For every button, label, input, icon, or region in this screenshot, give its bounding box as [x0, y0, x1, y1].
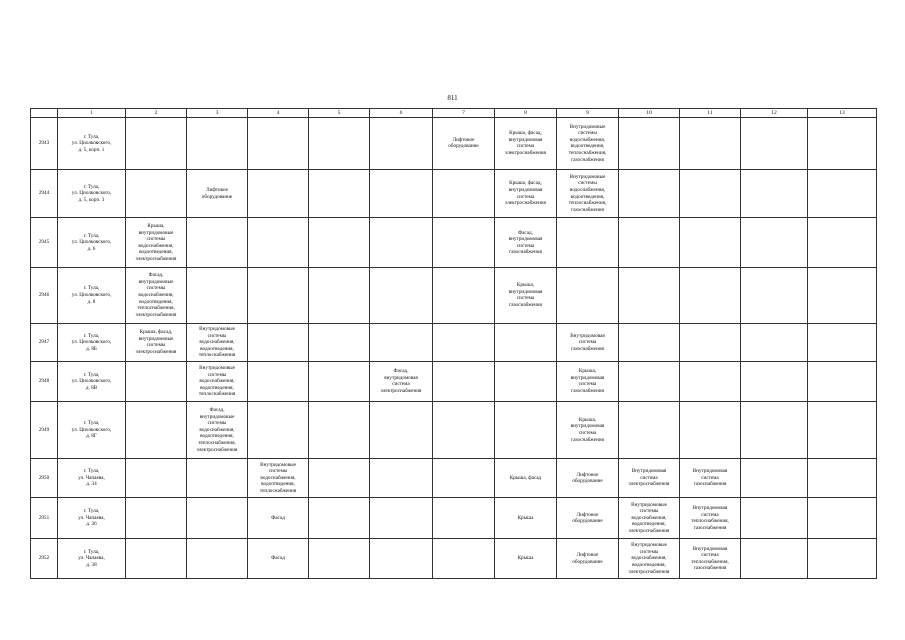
- table-cell: [309, 268, 370, 324]
- table-cell: [433, 169, 495, 218]
- table-cell: [619, 362, 680, 402]
- table-cell: [433, 459, 495, 497]
- table-cell: Внутридомовые системы водоснабжения, водоотведения, теплоснабжения, газоснабжения: [557, 169, 619, 218]
- table-cell: [433, 401, 495, 459]
- row-number: 2950: [31, 459, 58, 497]
- column-header: 10: [619, 109, 680, 118]
- table-cell: [619, 323, 680, 361]
- address-cell: г. Тула, ул. Циолковского, д. 6: [58, 218, 126, 268]
- table-cell: Лифтовое оборудование: [557, 459, 619, 497]
- table-cell: Внутридомовая система теплоснабжения, газоснабжения: [680, 539, 741, 579]
- column-header: 1: [58, 109, 126, 118]
- table-cell: [126, 169, 187, 218]
- row-number: 2948: [31, 362, 58, 402]
- column-header: 5: [309, 109, 370, 118]
- table-cell: Внутридомовая система электроснабжения: [619, 459, 680, 497]
- table-cell: [680, 218, 741, 268]
- address-cell: г. Тула, ул. Циолковского, д. 8: [58, 268, 126, 324]
- table-cell: Крыша, фасад, внутридомовая система электроснабжения: [495, 118, 557, 170]
- table-cell: [741, 401, 808, 459]
- table-cell: [309, 539, 370, 579]
- table-cell: [370, 218, 433, 268]
- table-cell: [741, 268, 808, 324]
- table-cell: [187, 497, 248, 539]
- address-cell: г. Тула, ул. Циолковского, д. 5, корп. 1: [58, 118, 126, 170]
- table-cell: [433, 497, 495, 539]
- row-number: 2945: [31, 218, 58, 268]
- table-cell: [495, 362, 557, 402]
- table-cell: Фасад, внутридомовая система электроснабжения: [370, 362, 433, 402]
- table-cell: [680, 401, 741, 459]
- table-cell: Фасад: [248, 497, 309, 539]
- table-cell: Внутридомовая система газоснабжения: [557, 323, 619, 361]
- table-cell: [248, 169, 309, 218]
- table-cell: [187, 118, 248, 170]
- address-cell: г. Тула, ул. Чапаева, д. 36: [58, 497, 126, 539]
- table-cell: [619, 268, 680, 324]
- column-header: 2: [126, 109, 187, 118]
- table-cell: [808, 169, 877, 218]
- table-row: [31, 218, 877, 268]
- address-cell: г. Тула, ул. Циолковского, д. 8В: [58, 362, 126, 402]
- table-cell: [680, 268, 741, 324]
- table-cell: [557, 218, 619, 268]
- table-cell: [741, 362, 808, 402]
- table-cell: Фасад: [248, 539, 309, 579]
- table-header-row: [31, 109, 877, 118]
- row-number: 2943: [31, 118, 58, 170]
- table-cell: [741, 497, 808, 539]
- table-cell: Внутридомовые системы водоснабжения, водоотведения, электроснабжения: [619, 497, 680, 539]
- table-cell: [370, 401, 433, 459]
- table-cell: [370, 268, 433, 324]
- table-cell: [741, 539, 808, 579]
- table-cell: Крыша, внутридомовые системы водоснабжения, водоотведения, электроснабжения: [126, 218, 187, 268]
- table-cell: [680, 169, 741, 218]
- table-cell: [126, 459, 187, 497]
- table-cell: [741, 323, 808, 361]
- table-cell: [741, 118, 808, 170]
- row-number: 2949: [31, 401, 58, 459]
- address-cell: г. Тула, ул. Чапаева, д. 38: [58, 539, 126, 579]
- table-row: [31, 401, 877, 459]
- column-header: 12: [741, 109, 808, 118]
- row-number: 2951: [31, 497, 58, 539]
- table-cell: [248, 118, 309, 170]
- address-cell: г. Тула, ул. Циолковского, д. 8Г: [58, 401, 126, 459]
- table-cell: [126, 362, 187, 402]
- table-cell: [808, 459, 877, 497]
- table-cell: [433, 362, 495, 402]
- page-number: 811: [447, 94, 458, 102]
- table-cell: [808, 118, 877, 170]
- table-cell: [557, 268, 619, 324]
- table-row: [31, 268, 877, 324]
- table-cell: [248, 323, 309, 361]
- table-cell: [309, 218, 370, 268]
- table-cell: [187, 268, 248, 324]
- table-cell: [187, 459, 248, 497]
- row-number: 2946: [31, 268, 58, 324]
- table-cell: [248, 362, 309, 402]
- table-cell: Внутридомовая система теплоснабжения, газоснабжения: [680, 497, 741, 539]
- table-cell: [808, 268, 877, 324]
- table-row: [31, 539, 877, 579]
- table-cell: [370, 118, 433, 170]
- table-cell: [808, 497, 877, 539]
- table-cell: [126, 497, 187, 539]
- table-cell: [741, 459, 808, 497]
- table-cell: [370, 169, 433, 218]
- table-cell: Фасад, внутридомовые системы водоснабжения, водоотведения, теплоснабжения, электроснабжения: [126, 268, 187, 324]
- table-cell: [126, 539, 187, 579]
- table-cell: Лифтовое оборудование: [433, 118, 495, 170]
- address-cell: г. Тула, ул. Циолковского, д. 8Б: [58, 323, 126, 361]
- repair-schedule-table: [30, 108, 877, 579]
- column-header: 9: [557, 109, 619, 118]
- table-cell: [680, 118, 741, 170]
- table-cell: [309, 323, 370, 361]
- table-cell: [433, 323, 495, 361]
- table-cell: [619, 218, 680, 268]
- table-cell: [309, 118, 370, 170]
- table-cell: Крыша: [495, 539, 557, 579]
- table-row: [31, 362, 877, 402]
- table-row: [31, 497, 877, 539]
- table-cell: [808, 323, 877, 361]
- table-cell: Крыша: [495, 497, 557, 539]
- column-header: 6: [370, 109, 433, 118]
- row-number: 2944: [31, 169, 58, 218]
- table-cell: Фасад, внутридомовая система газоснабжения: [495, 218, 557, 268]
- table-cell: Лифтовое оборудование: [187, 169, 248, 218]
- table-cell: Фасад, внутридомовые системы водоснабжения, водоотведения, теплоснабжения, электроснабжения: [187, 401, 248, 459]
- table-cell: [187, 218, 248, 268]
- table-cell: [309, 401, 370, 459]
- column-header: 8: [495, 109, 557, 118]
- table-row: [31, 169, 877, 218]
- column-header: 11: [680, 109, 741, 118]
- table-cell: [370, 323, 433, 361]
- row-number: 2952: [31, 539, 58, 579]
- table-cell: [619, 401, 680, 459]
- address-cell: г. Тула, ул. Циолковского, д. 5, корп. 3: [58, 169, 126, 218]
- table-cell: [248, 218, 309, 268]
- table-cell: [619, 118, 680, 170]
- table-row: [31, 118, 877, 170]
- table-cell: [741, 218, 808, 268]
- address-cell: г. Тула, ул. Чапаева, д. 34: [58, 459, 126, 497]
- table-cell: [248, 401, 309, 459]
- column-header: 7: [433, 109, 495, 118]
- table-cell: [309, 169, 370, 218]
- table-cell: Крыша, фасад: [495, 459, 557, 497]
- table-cell: Лифтовое оборудование: [557, 497, 619, 539]
- table-cell: [680, 362, 741, 402]
- table-row: [31, 323, 877, 361]
- table-cell: Крыша, внутридомовая система газоснабжения: [557, 401, 619, 459]
- column-header: 13: [808, 109, 877, 118]
- table-cell: [309, 497, 370, 539]
- table-cell: Крыша, фасад, внутридомовая система электроснабжения: [495, 169, 557, 218]
- table-cell: [495, 323, 557, 361]
- table-cell: [808, 218, 877, 268]
- table-cell: [370, 459, 433, 497]
- table-cell: [187, 539, 248, 579]
- table-cell: [126, 401, 187, 459]
- table-cell: [808, 401, 877, 459]
- table-cell: [433, 268, 495, 324]
- row-number: 2947: [31, 323, 58, 361]
- table-cell: [370, 497, 433, 539]
- table-cell: [248, 268, 309, 324]
- table-cell: [808, 362, 877, 402]
- table-cell: Внутридомовые системы водоснабжения, водоотведения, электроснабжения: [619, 539, 680, 579]
- table-cell: [808, 539, 877, 579]
- table-cell: Крыша, фасад, внутридомовые системы электроснабжения: [126, 323, 187, 361]
- table-cell: Лифтовое оборудование: [557, 539, 619, 579]
- table-cell: Внутридомовые системы водоснабжения, водоотведения, теплоснабжения: [187, 323, 248, 361]
- table-cell: Внутридомовые системы водоснабжения, водоотведения, теплоснабжения, газоснабжения: [557, 118, 619, 170]
- table-cell: Крыша, внутридомовая система газоснабжения: [495, 268, 557, 324]
- table-cell: Внутридомовые системы водоснабжения, водоотведения, теплоснабжения: [187, 362, 248, 402]
- table-cell: [309, 362, 370, 402]
- table-cell: [433, 218, 495, 268]
- column-header: 4: [248, 109, 309, 118]
- table-cell: [126, 118, 187, 170]
- table-cell: Крыша, внутридомовая система газоснабжения: [557, 362, 619, 402]
- table-cell: [680, 323, 741, 361]
- table-cell: [741, 169, 808, 218]
- table-cell: [309, 459, 370, 497]
- table-row: [31, 459, 877, 497]
- table-cell: Внутридомовая система газоснабжения: [680, 459, 741, 497]
- table-cell: [370, 539, 433, 579]
- table-cell: [433, 539, 495, 579]
- table-cell: Внутридомовые системы водоснабжения, водоотведения, теплоснабжения: [248, 459, 309, 497]
- table-cell: [495, 401, 557, 459]
- column-header: [31, 109, 58, 118]
- table-cell: [619, 169, 680, 218]
- column-header: 3: [187, 109, 248, 118]
